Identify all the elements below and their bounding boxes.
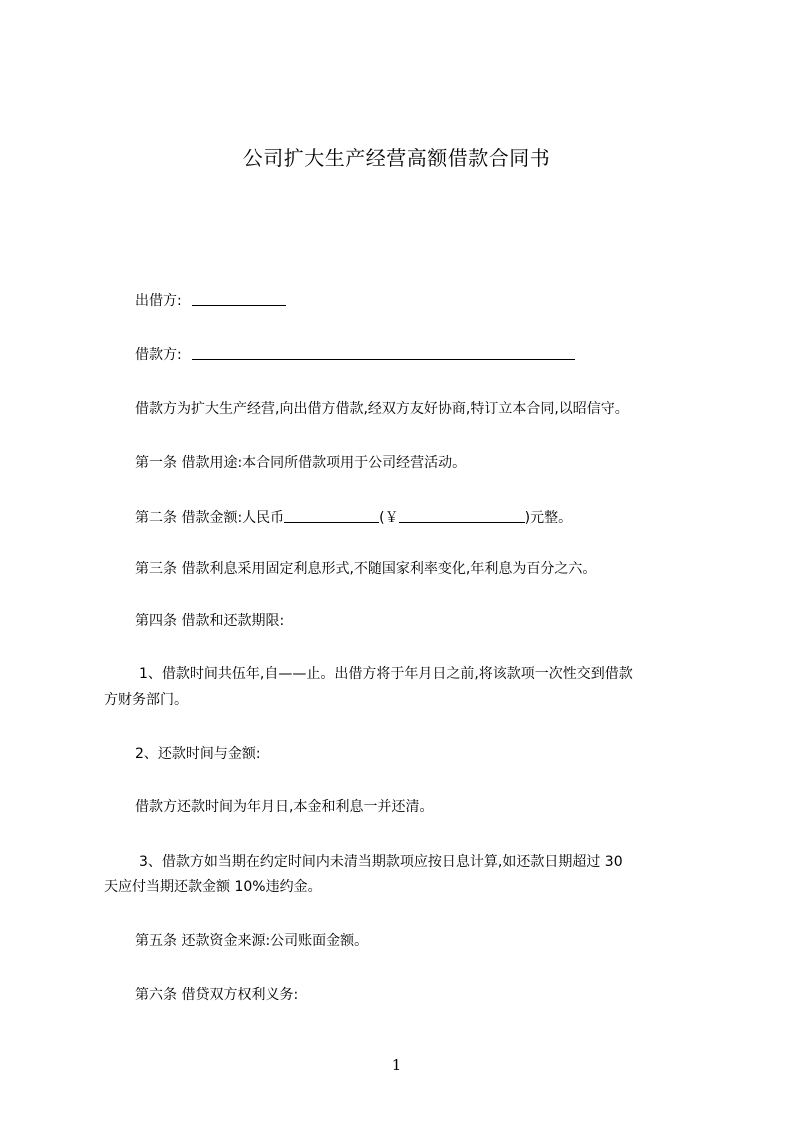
item-2-detail: 借款方还款时间为年月日,本金和利息一并还清。 (135, 799, 434, 815)
article-6: 第六条 借贷双方权利义务: (135, 987, 299, 1003)
lender-blank[interactable] (192, 291, 286, 306)
amount-words-blank[interactable] (284, 508, 379, 523)
article-1: 第一条 借款用途:本合同所借款项用于公司经营活动。 (135, 455, 467, 471)
article-4: 第四条 借款和还款期限: (135, 613, 285, 629)
borrower-label: 借款方: (135, 347, 182, 363)
article-5: 第五条 还款资金来源:公司账面金额。 (135, 933, 369, 949)
lender-line (135, 290, 286, 311)
borrower-line (135, 344, 575, 365)
article-3: 第三条 借款利息采用固定利息形式,不随国家利率变化,年利息为百分之六。 (135, 561, 597, 577)
article-2-prefix: 第二条 借款金额:人民币 (135, 510, 285, 526)
article-2 (135, 507, 572, 528)
item-3-line-2: 天应付当期还款金额 10%违约金。 (104, 879, 322, 895)
intro-paragraph: 借款方为扩大生产经营,向出借方借款,经双方友好协商,特订立本合同,以昭信守。 (135, 401, 629, 417)
item-1-line-1: 1、借款时间共伍年,自——止。出借方将于年月日之前,将该款项一次性交到借款 (139, 666, 633, 682)
lender-label: 出借方: (135, 293, 182, 309)
page-number: 1 (391, 1056, 402, 1074)
amount-number-blank[interactable] (399, 508, 525, 523)
item-3-line-1: 3、借款方如当期在约定时间内未清当期款项应按日息计算,如还款日期超过 30 (139, 854, 623, 870)
item-1-line-2: 方财务部门。 (104, 692, 188, 708)
document-title: 公司扩大生产经营高额借款合同书 (242, 146, 551, 170)
article-2-mid: (￥ (379, 510, 399, 526)
article-2-suffix: )元整。 (524, 510, 573, 526)
borrower-blank[interactable] (192, 345, 575, 360)
item-2: 2、还款时间与金额: (135, 746, 261, 762)
